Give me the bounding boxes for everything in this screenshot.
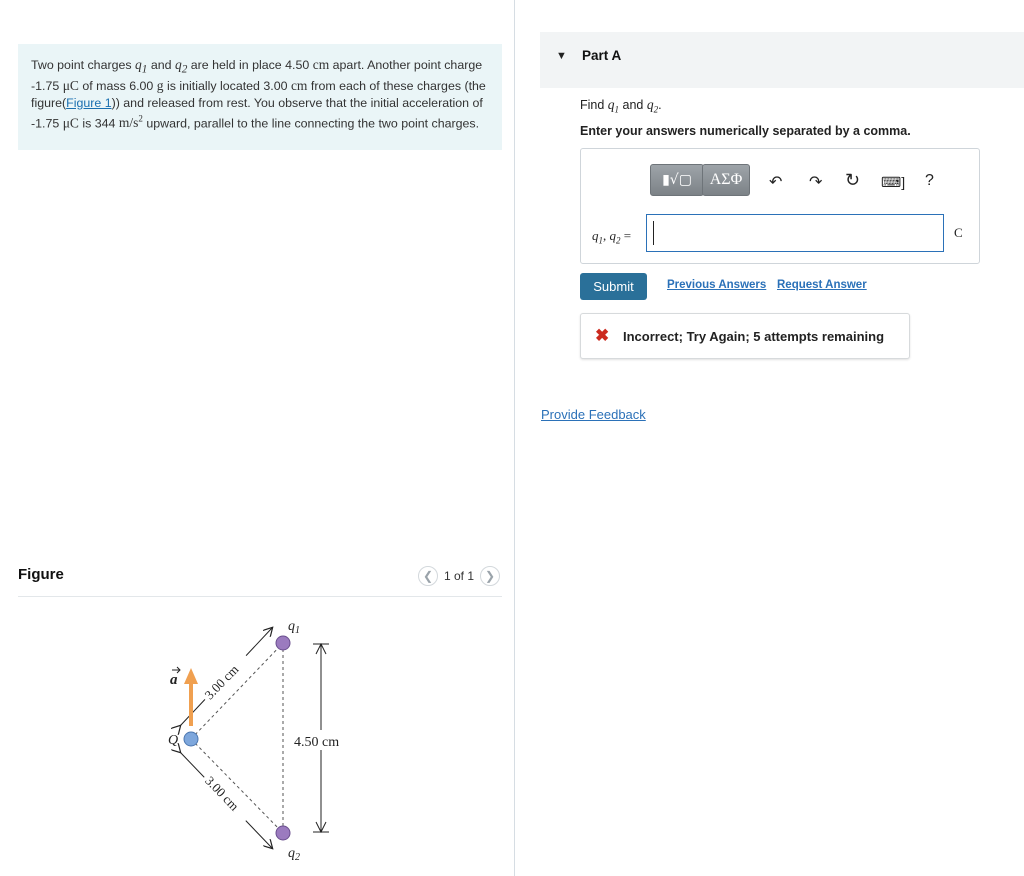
unit-acceleration: $m/s^2$	[118, 113, 143, 131]
symbols-button[interactable]: ΑΣΦ	[702, 164, 750, 196]
answer-unit: C	[954, 225, 963, 240]
q2-symbol: $q_2$	[174, 57, 188, 76]
unit-microcoulomb: μC	[62, 78, 79, 94]
problem-text: from each of these charges (the figure(	[31, 79, 486, 110]
charge-q2	[276, 826, 290, 840]
problem-text: )) and released from rest. You observe that the initial acceleration of -1.75	[31, 95, 483, 131]
problem-text: and	[147, 58, 175, 72]
reset-icon[interactable]: ↻	[845, 170, 861, 190]
pager-text: 1 of 1	[443, 569, 474, 583]
unit-cm: cm	[290, 78, 308, 94]
label-distance-bottom: 3.00 cm	[202, 773, 243, 814]
unit-gram: g	[156, 78, 164, 94]
problem-text: apart. Another point charge -1.75	[31, 58, 483, 94]
charge-Q	[184, 732, 198, 746]
label-distance-vertical: 4.50 cm	[294, 735, 340, 750]
answer-label: $q_1$, $q_2$ =	[592, 228, 632, 246]
problem-text: of mass 6.00	[78, 79, 157, 94]
submit-button[interactable]: Submit	[580, 273, 647, 300]
caret-down-icon[interactable]: ▼	[556, 50, 567, 62]
answer-input[interactable]	[646, 214, 944, 252]
undo-icon[interactable]: ↶	[769, 174, 783, 191]
problem-text: upward, parallel to the line connecting the two point charges.	[142, 116, 480, 131]
chevron-left-icon[interactable]: ❮	[418, 566, 438, 586]
problem-text: is 344	[78, 116, 119, 131]
find-prompt: Find $q_1$ and $q_2$.	[580, 97, 662, 115]
problem-statement	[18, 44, 502, 150]
x-icon: ✖	[595, 326, 610, 345]
charge-q1	[276, 636, 290, 650]
problem-text: Two point charges	[31, 58, 136, 72]
feedback-message	[580, 313, 910, 359]
figure-pager	[418, 566, 500, 586]
part-a-title: Part A	[582, 48, 622, 63]
problem-text: is initially located 3.00	[163, 79, 291, 94]
label-distance-top: 3.00 cm	[201, 661, 242, 703]
provide-feedback-link[interactable]: Provide Feedback	[541, 407, 646, 422]
panel-divider	[514, 0, 515, 876]
label-q1: $q_1$	[288, 619, 300, 636]
feedback-text: Incorrect; Try Again; 5 attempts remaining	[623, 329, 885, 344]
redo-icon[interactable]: ↷	[809, 174, 823, 191]
templates-icon[interactable]: ▮√▢	[650, 164, 704, 196]
label-q2: $q_2$	[288, 846, 300, 863]
label-Q: Q	[168, 733, 179, 748]
answer-row	[580, 212, 980, 254]
previous-answers-link[interactable]: Previous Answers	[667, 279, 767, 291]
math-toolbar	[645, 160, 945, 204]
q1-symbol: $q_1$	[135, 57, 148, 76]
figure-link[interactable]: Figure 1	[66, 95, 112, 110]
instruction-text: Enter your answers numerically separated by a comma.	[580, 124, 911, 138]
chevron-right-icon[interactable]: ❯	[480, 566, 500, 586]
figure-header	[18, 564, 502, 597]
unit-cm: cm	[312, 57, 330, 72]
part-a-header[interactable]	[540, 32, 1024, 88]
figure-diagram	[150, 600, 370, 868]
problem-text: are held in place 4.50	[187, 58, 313, 72]
keyboard-icon[interactable]: ⌨]	[881, 174, 906, 190]
help-icon[interactable]: ?	[925, 172, 934, 189]
request-answer-link[interactable]: Request Answer	[777, 279, 867, 291]
label-acceleration: a	[170, 672, 178, 688]
figure-title: Figure	[18, 566, 64, 583]
unit-microcoulomb: μC	[62, 115, 79, 131]
text-caret	[653, 221, 654, 245]
